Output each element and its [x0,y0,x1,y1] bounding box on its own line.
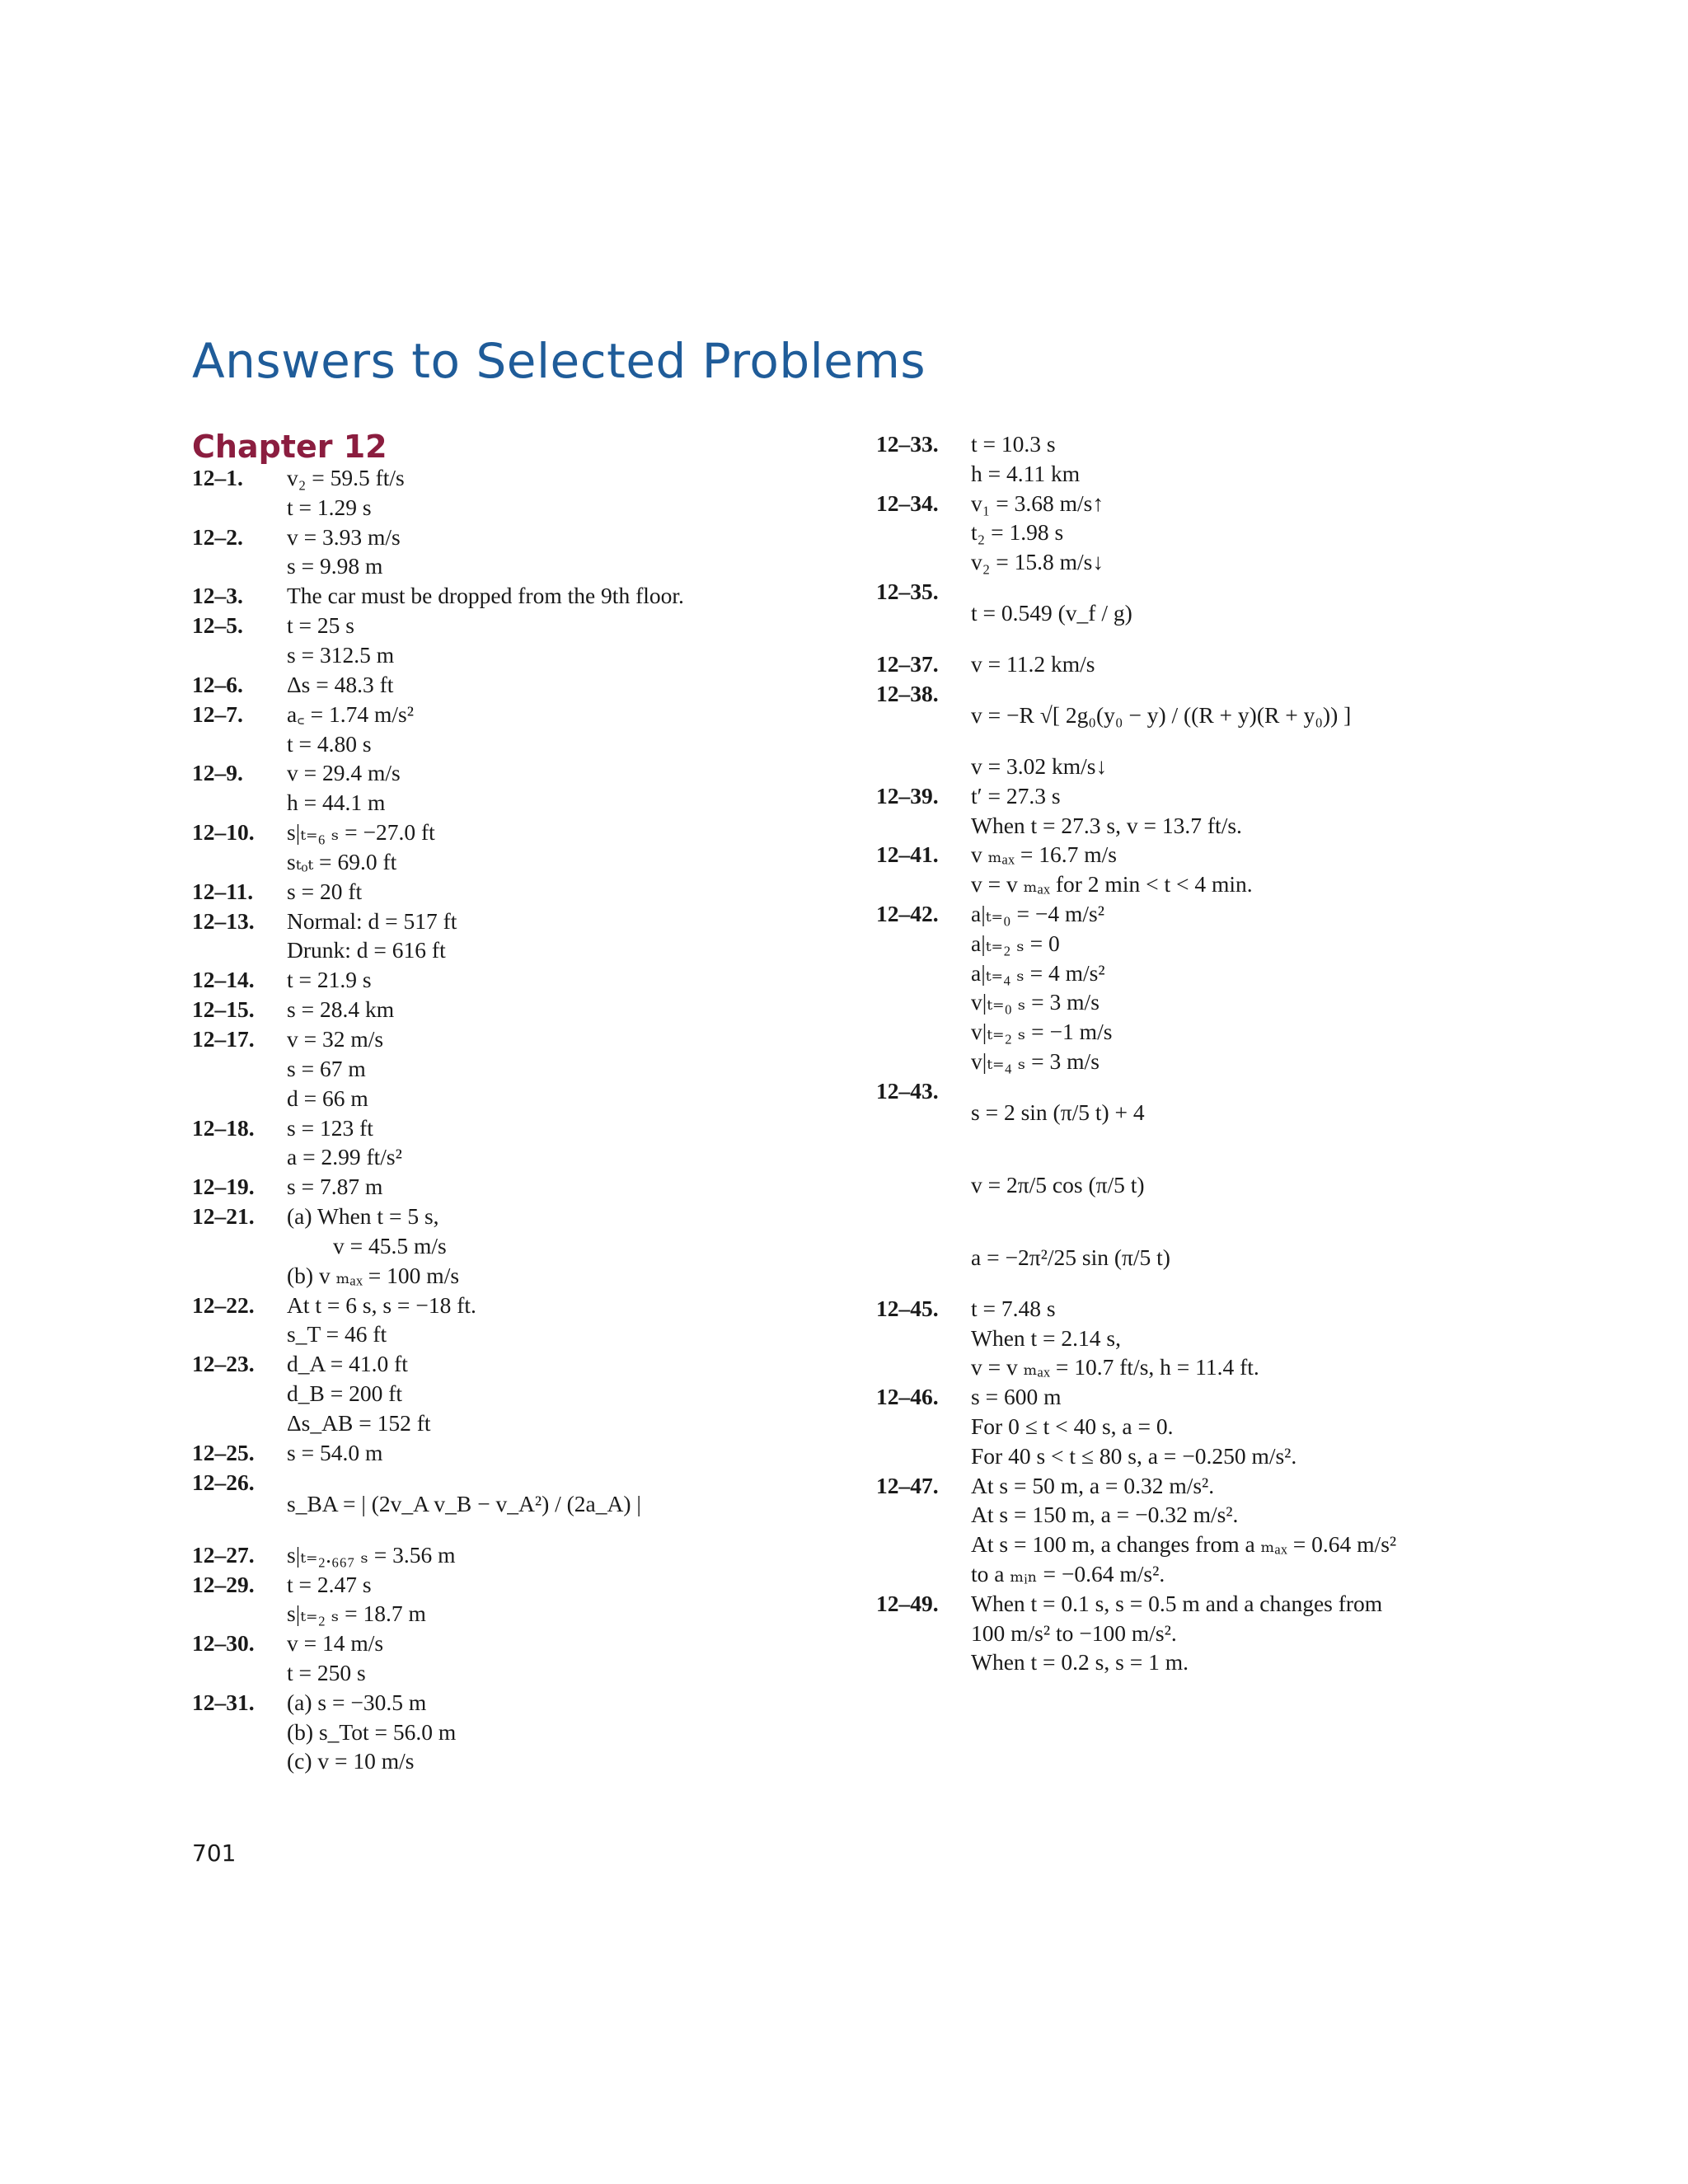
answer-entry [876,899,1667,1076]
answer-entry [192,877,851,907]
answer-entry [192,907,851,966]
problem-number: 12–43. [876,1077,939,1104]
answer-line: a = −2π²/25 sin (π/5 t) [971,1244,1170,1270]
answer-line: a|ₜ₌₂ ₛ = 0 [971,930,1060,956]
answer-line: v|ₜ₌₀ ₛ = 3 m/s [971,989,1100,1015]
answer-line: At s = 50 m, a = 0.32 m/s². [971,1472,1215,1498]
problem-number: 12–15. [192,996,255,1023]
answer-entry [876,1294,1667,1382]
answer-entry [876,1589,1667,1677]
answer-line: When t = 2.14 s, [971,1324,1122,1351]
answer-line: (b) v ₘₐₓ = 100 m/s [287,1262,460,1288]
problem-number: 12–39. [876,782,939,808]
answer-line: a꜀ = 1.74 m/s² [287,701,414,727]
answer-entry [876,840,1667,899]
answer-entry [192,611,851,670]
answer-line: Normal: d = 517 ft [287,907,457,934]
page-number: 701 [192,1840,237,1867]
answer-line: (a) When t = 5 s, [287,1203,439,1230]
answer-line: s = 600 m [971,1384,1062,1410]
answer-line: v = v ₘₐₓ = 10.7 ft/s, h = 11.4 ft. [971,1354,1259,1380]
chapter-heading: Chapter 12 [192,429,387,465]
problem-number: 12–22. [192,1291,255,1318]
answer-line: s = 28.4 km [287,996,395,1023]
problem-number: 12–30. [192,1630,255,1657]
answer-line: t = 10.3 s [971,431,1056,457]
answer-line: At s = 100 m, a changes from a ₘₐₓ = 0.64 m/s² [971,1531,1397,1558]
problem-number: 12–31. [192,1689,255,1715]
answer-entry [192,1629,851,1688]
answer-line: At t = 6 s, s = −18 ft. [287,1291,476,1318]
answer-line: a|ₜ₌₄ ₛ = 4 m/s² [971,959,1105,986]
answer-line: (a) s = −30.5 m [287,1689,427,1715]
problem-number: 12–1. [192,465,243,490]
answer-line: t = 7.48 s [971,1295,1056,1321]
answer-line: v₂ = 59.5 ft/s [287,465,405,490]
answer-line: v₁ = 3.68 m/s↑ [971,490,1104,516]
answer-entry [876,429,1667,489]
answer-line: v = v ₘₐₓ for 2 min < t < 4 min. [971,871,1253,898]
problem-number: 12–23. [192,1351,255,1377]
answer-entry [192,1202,851,1290]
problem-number: 12–3. [192,583,243,609]
problem-number: 12–7. [192,701,243,727]
problem-number: 12–9. [192,760,243,786]
answer-entry [192,1291,851,1350]
problem-number: 12–47. [876,1472,939,1498]
problem-number: 12–13. [192,907,255,934]
answer-entry [192,818,851,877]
answer-line: s = 123 ft [287,1114,373,1141]
page-title: Answers to Selected Problems [192,333,926,389]
answer-line: Δs = 48.3 ft [287,671,394,697]
answer-line: v|ₜ₌₄ ₛ = 3 m/s [971,1047,1100,1074]
answer-entry [876,577,1667,649]
problem-number: 12–14. [192,967,255,993]
problem-number: 12–25. [192,1439,255,1465]
answer-line: v = 29.4 m/s [287,760,401,786]
answer-line: v₂ = 15.8 m/s↓ [971,549,1104,575]
problem-number: 12–35. [876,578,939,604]
answer-entry [192,463,851,523]
answer-line: a|ₜ₌₀ = −4 m/s² [971,900,1104,926]
answer-line: v = 11.2 km/s [971,650,1095,677]
problem-number: 12–26. [192,1469,255,1495]
problem-number: 12–6. [192,671,243,697]
answer-line: When t = 0.1 s, s = 0.5 m and a changes from [971,1590,1383,1616]
answer-entry [876,1382,1667,1470]
left-answer-column [192,463,851,1776]
answer-entry [192,1024,851,1113]
problem-number: 12–17. [192,1026,255,1052]
problem-number: 12–34. [876,490,939,516]
problem-number: 12–18. [192,1114,255,1141]
problem-number: 12–27. [192,1541,255,1568]
answer-line: The car must be dropped from the 9th floor. [287,583,684,609]
answer-line: s = 7.87 m [287,1174,383,1200]
answer-entry [192,700,851,759]
answer-entry [192,1540,851,1570]
answer-entry [192,1570,851,1629]
answer-entry [876,781,1667,841]
answer-entry [192,581,851,611]
answer-line: s|ₜ₌₂.₆₆₇ ₛ = 3.56 m [287,1541,456,1568]
problem-number: 12–41. [876,841,939,868]
answer-line: v = −R √[ 2g₀(y₀ − y) / ((R + y)(R + y₀)) ] [971,701,1352,728]
answer-entry [192,1468,851,1540]
answer-line: v = 45.5 m/s [333,1232,447,1258]
answer-line: sₜₒₜ = 69.0 ft [287,848,397,874]
problem-number: 12–49. [876,1590,939,1616]
answer-line: v = 14 m/s [287,1630,384,1657]
problem-number: 12–29. [192,1571,255,1597]
answer-line: s = 9.98 m [287,553,383,579]
problem-number: 12–42. [876,900,939,926]
answer-line: to a ₘᵢₙ = −0.64 m/s². [971,1560,1165,1586]
answer-entry [192,758,851,818]
problem-number: 12–46. [876,1384,939,1410]
answer-line: d_B = 200 ft [287,1380,403,1406]
answer-line: s_BA = | (2v_A v_B − v_A²) / (2a_A) | [287,1490,641,1516]
answer-line: d = 66 m [287,1085,368,1111]
answer-line: s = 312.5 m [287,641,395,668]
answer-entry [192,523,851,582]
answer-line: a = 2.99 ft/s² [287,1144,402,1170]
answer-line: When t = 0.2 s, s = 1 m. [971,1649,1189,1675]
right-answer-column [876,429,1667,1677]
answer-line: h = 4.11 km [971,460,1081,486]
answer-entry [192,1113,851,1173]
answer-entry [876,649,1667,679]
answer-entry [876,1076,1667,1294]
answer-line: (b) s_Tot = 56.0 m [287,1718,457,1745]
problem-number: 12–5. [192,612,243,639]
answer-line: Drunk: d = 616 ft [287,937,446,963]
problem-number: 12–10. [192,818,255,845]
answer-line: d_A = 41.0 ft [287,1351,408,1377]
answer-line: For 0 ≤ t < 40 s, a = 0. [971,1413,1174,1439]
answer-line: v = 2π/5 cos (π/5 t) [971,1171,1145,1197]
answer-line: s|ₜ₌₆ ₛ = −27.0 ft [287,818,435,845]
answer-line: t = 250 s [287,1659,366,1685]
problem-number: 12–37. [876,650,939,677]
answer-line: v|ₜ₌₂ ₛ = −1 m/s [971,1019,1113,1045]
answer-entry [876,489,1667,577]
answer-line: h = 44.1 m [287,790,386,816]
answer-line: s|ₜ₌₂ ₛ = 18.7 m [287,1601,426,1627]
answer-line: At s = 150 m, a = −0.32 m/s². [971,1502,1239,1528]
answer-line: s = 20 ft [287,878,363,904]
problem-number: 12–11. [192,878,254,904]
answer-entry [876,1471,1667,1589]
problem-number: 12–19. [192,1174,255,1200]
answer-line: s = 2 sin (π/5 t) + 4 [971,1099,1145,1125]
problem-number: 12–45. [876,1295,939,1321]
answer-line: t₂ = 1.98 s [971,519,1064,546]
answer-line: s = 54.0 m [287,1439,383,1465]
problem-number: 12–21. [192,1203,255,1230]
answer-line: Δs_AB = 152 ft [287,1409,431,1436]
answer-line: s_T = 46 ft [287,1321,387,1347]
answer-line: v = 3.02 km/s↓ [971,752,1108,779]
answer-line: v = 3.93 m/s [287,523,401,550]
answer-entry [192,965,851,995]
answer-entry [192,995,851,1024]
answer-entry [192,670,851,700]
answer-line: (c) v = 10 m/s [287,1748,415,1774]
answer-entry [192,1172,851,1202]
answer-line: t = 25 s [287,612,354,639]
answer-entry [192,1349,851,1437]
problem-number: 12–2. [192,523,243,550]
answer-line: t = 4.80 s [287,730,372,757]
answer-line: For 40 s < t ≤ 80 s, a = −0.250 m/s². [971,1442,1297,1469]
answer-line: v ₘₐₓ = 16.7 m/s [971,841,1117,868]
answer-line: When t = 27.3 s, v = 13.7 ft/s. [971,812,1242,838]
problem-number: 12–33. [876,431,939,457]
answer-line: v = 32 m/s [287,1026,384,1052]
problem-number: 12–38. [876,680,939,706]
answer-entry [876,679,1667,781]
answer-line: t = 2.47 s [287,1571,372,1597]
answer-line: t = 0.549 (v_f / g) [971,599,1132,626]
answer-line: 100 m/s² to −100 m/s². [971,1619,1177,1646]
answer-entry [192,1688,851,1776]
answer-line: s = 67 m [287,1055,366,1081]
answer-entry [192,1438,851,1468]
answer-line: t′ = 27.3 s [971,782,1061,808]
answer-line: t = 1.29 s [287,494,372,520]
answer-line: t = 21.9 s [287,967,372,993]
